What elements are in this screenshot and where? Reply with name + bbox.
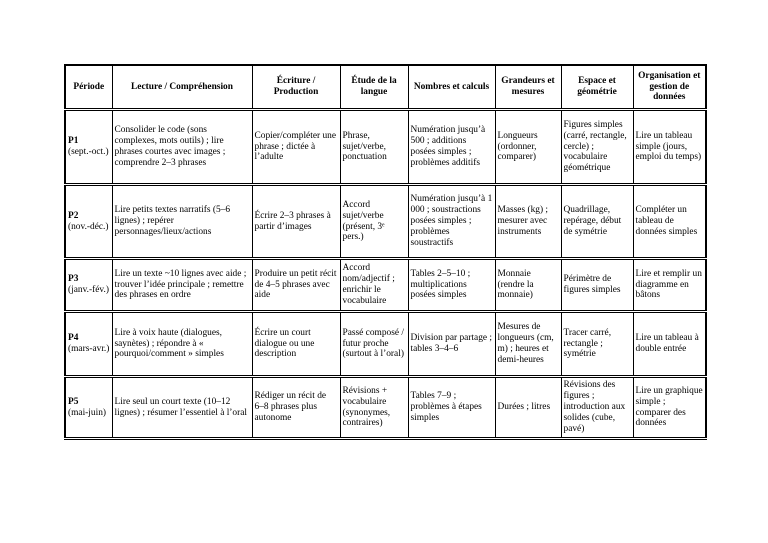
nombres-cell: Division par partage ; tables 3–4–6 <box>408 312 495 377</box>
organisation-cell: Lire un graphique simple ; comparer des données <box>633 377 706 439</box>
ecriture-cell: Rédiger un récit de 6–8 phrases plus autonome <box>252 377 340 439</box>
header-lecture: Lecture / Compréhension <box>112 65 252 110</box>
nombres-cell: Tables 7–9 ; problèmes à étapes simples <box>408 377 495 439</box>
header-organisation: Organisation et gestion de données <box>633 65 706 110</box>
nombres-cell: Numération jusqu’à 1 000 ; soustractions posées simples ; problèmes soustractifs <box>408 185 495 259</box>
organisation-cell: Lire un tableau simple (jours, emploi du temps) <box>633 110 706 185</box>
espace-cell: Quadrillage, repérage, début de symétrie <box>561 185 633 259</box>
period-cell <box>65 185 112 259</box>
period-cell <box>65 259 112 312</box>
ecriture-cell: Produire un petit récit de 4–5 phrases avec aide <box>252 259 340 312</box>
lecture-cell: Lire seul un court texte (10–12 lignes) ; résumer l’essentiel à l’oral <box>112 377 252 439</box>
lecture-cell: Lire à voix haute (dialogues, saynètes) ; répondre à « pourquoi/comment » simples <box>112 312 252 377</box>
organisation-cell: Lire et remplir un diagramme en bâtons <box>633 259 706 312</box>
langue-cell: Accord sujet/verbe (présent, 3ᵉ pers.) <box>340 185 408 259</box>
grandeurs-cell: Durées ; litres <box>495 377 561 439</box>
espace-cell: Révisions des figures ; introduction aux solides (cube, pavé) <box>561 377 633 439</box>
period-dates: (sept.-oct.) <box>68 147 109 157</box>
ecriture-cell: Écrire 2–3 phrases à partir d’images <box>252 185 340 259</box>
period-cell <box>65 110 112 185</box>
organisation-cell: Compléter un tableau de données simples <box>633 185 706 259</box>
period-code: P1 <box>68 136 79 147</box>
grandeurs-cell: Mesures de longueurs (cm, m) ; heures et demi-heures <box>495 312 561 377</box>
period-code: P4 <box>68 333 79 344</box>
period-cell <box>65 377 112 439</box>
header-langue: Étude de la langue <box>340 65 408 110</box>
header-grandeurs: Grandeurs et mesures <box>495 65 561 110</box>
nombres-cell: Tables 2–5–10 ; multiplications posées simples <box>408 259 495 312</box>
langue-cell: Révisions + vocabulaire (synonymes, contraires) <box>340 377 408 439</box>
period-code: P2 <box>68 210 79 221</box>
period-code: P5 <box>68 396 79 407</box>
table-row <box>65 259 706 312</box>
header-row <box>65 65 706 110</box>
period-dates: (janv.-fév.) <box>68 285 109 295</box>
espace-cell: Tracer carré, rectangle ; symétrie <box>561 312 633 377</box>
langue-cell: Accord nom/adjectif ; enrichir le vocabulaire <box>340 259 408 312</box>
table-row <box>65 377 706 439</box>
header-ecriture: Écriture / Production <box>252 65 340 110</box>
nombres-cell: Numération jusqu’à 500 ; additions posées simples ; problèmes additifs <box>408 110 495 185</box>
period-dates: (nov.-déc.) <box>68 221 109 232</box>
table-row <box>65 312 706 377</box>
langue-cell: Passé composé / futur proche (surtout à l’oral) <box>340 312 408 377</box>
header-nombres: Nombres et calculs <box>408 65 495 110</box>
grandeurs-cell: Masses (kg) ; mesurer avec instruments <box>495 185 561 259</box>
lecture-cell: Consolider le code (sons complexes, mots outils) ; lire phrases courtes avec images ; comprendre 2–3 phrases <box>112 110 252 185</box>
table-row <box>65 185 706 259</box>
espace-cell: Figures simples (carré, rectangle, cercle) ; vocabulaire géométrique <box>561 110 633 185</box>
header-periode: Période <box>65 65 112 110</box>
period-dates: (mai-juin) <box>68 407 107 418</box>
period-code: P3 <box>68 274 79 285</box>
lecture-cell: Lire un texte ~10 lignes avec aide ; trouver l’idée principale ; remettre des phrases en ordre <box>112 259 252 312</box>
grandeurs-cell: Longueurs (ordonner, comparer) <box>495 110 561 185</box>
lecture-cell: Lire petits textes narratifs (5–6 lignes) ; repérer personnages/lieux/actions <box>112 185 252 259</box>
organisation-cell: Lire un tableau à double entrée <box>633 312 706 377</box>
ecriture-cell: Écrire un court dialogue ou une description <box>252 312 340 377</box>
header-espace: Espace et géométrie <box>561 65 633 110</box>
langue-cell: Phrase, sujet/verbe, ponctuation <box>340 110 408 185</box>
espace-cell: Périmètre de figures simples <box>561 259 633 312</box>
curriculum-table <box>64 64 707 440</box>
period-dates: (mars-avr.) <box>68 344 110 354</box>
period-cell <box>65 312 112 377</box>
ecriture-cell: Copier/compléter une phrase ; dictée à l’adulte <box>252 110 340 185</box>
table-row <box>65 110 706 185</box>
grandeurs-cell: Monnaie (rendre la monnaie) <box>495 259 561 312</box>
